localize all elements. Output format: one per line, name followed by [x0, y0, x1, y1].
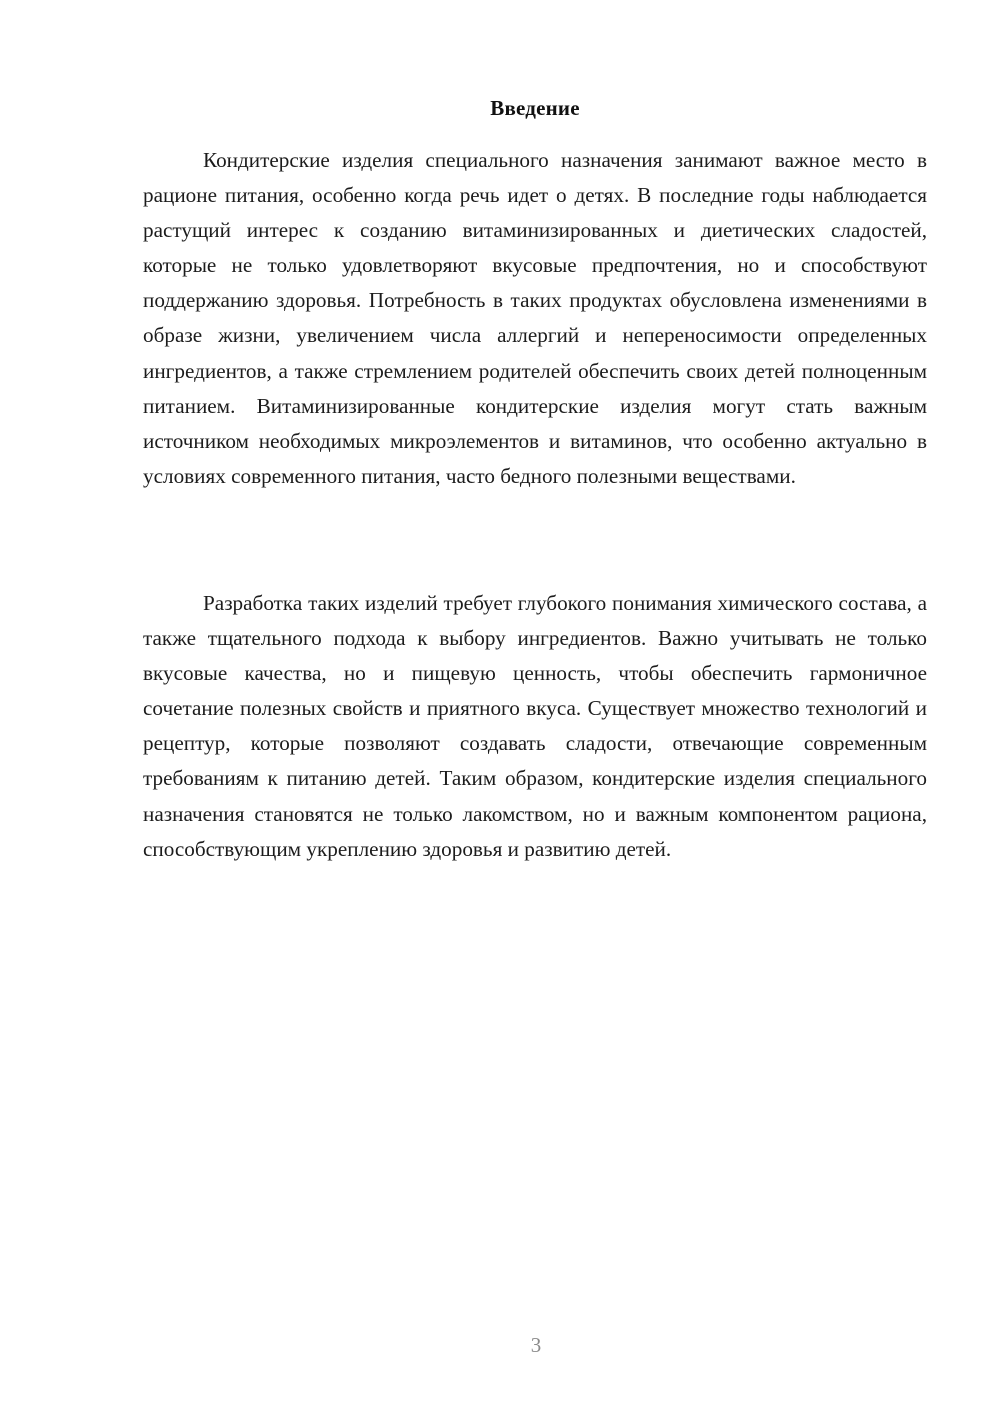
page-number: 3 [530, 1333, 542, 1357]
section-heading: Введение [490, 96, 580, 120]
paragraph-1: Кондитерские изделия специального назначения занимают важное место в рационе питания, особенно когда речь идет о детях. В последние годы наблюдается растущий интерес к созданию витаминизированных и диетических сладостей, которые не только удовлетворяют вкусовые предпочтения, но и способствуют поддержанию здоровья. Потребность в таких продуктах обусловлена изменениями в образе жизни, увеличением числа аллергий и непереносимости определенных ингредиентов, а также стремлением родителей обеспечить своих детей полноценным питанием. Витаминизированные кондитерские изделия могут стать важным источником необходимых микроэлементов и витаминов, что особенно актуально в условиях современного питания, часто бедного полезными веществами. [143, 148, 927, 488]
paragraph-2: Разработка таких изделий требует глубокого понимания химического состава, а также тщательного подхода к выбору ингредиентов. Важно учитывать не только вкусовые качества, но и пищевую ценность, чтобы обеспечить гармоничное сочетание полезных свойств и приятного вкуса. Существует множество технологий и рецептур, которые позволяют создавать сладости, отвечающие современным требованиям к питанию детей. Таким образом, кондитерские изделия специального назначения становятся не только лакомством, но и важным компонентом рациона, способствующим укреплению здоровья и развитию детей. [143, 591, 927, 861]
